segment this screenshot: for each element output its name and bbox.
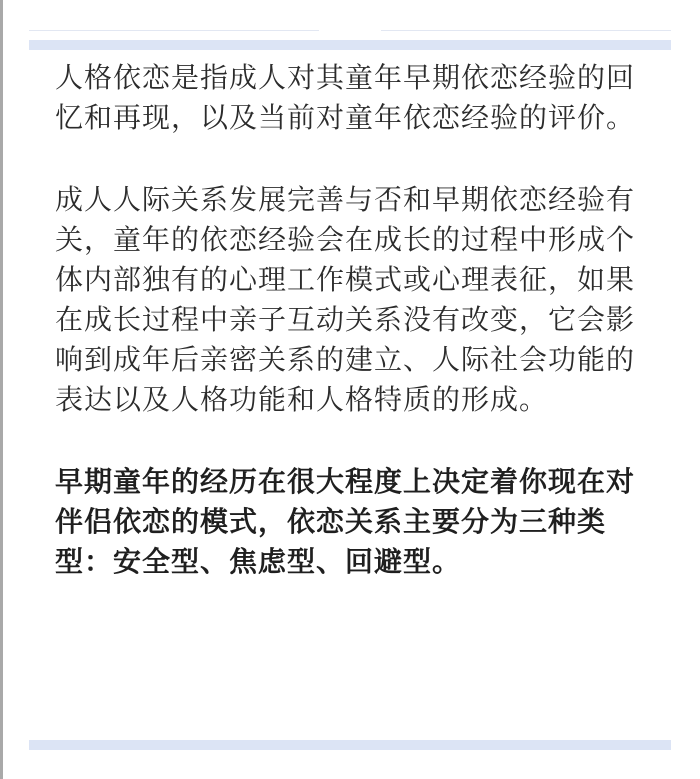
left-edge-border [0,0,3,779]
paragraph-definition: 人格依恋是指成人对其童年早期依恋经验的回忆和再现，以及当前对童年依恋经验的评价。 [55,61,636,134]
top-thin-divider-left [29,30,319,31]
bottom-divider [29,740,671,750]
top-thin-divider-right [381,30,671,31]
paragraph-development: 成人人际关系发展完善与否和早期依恋经验有关，童年的依恋经验会在成长的过程中形成个体内部独有的心理工作模式或心理表征，如果在成长过程中亲子互动关系没有改变，它会影响到成年后亲密关系的建立、人际社会功能的表达以及人格功能和人格特质的形成。 [55,183,636,416]
top-divider [29,40,671,50]
article-body [55,58,655,582]
paragraph-attachment-types: 早期童年的经历在很大程度上决定着你现在对伴侣依恋的模式，依恋关系主要分为三种类型：安全型、焦虑型、回避型。 [55,465,636,578]
